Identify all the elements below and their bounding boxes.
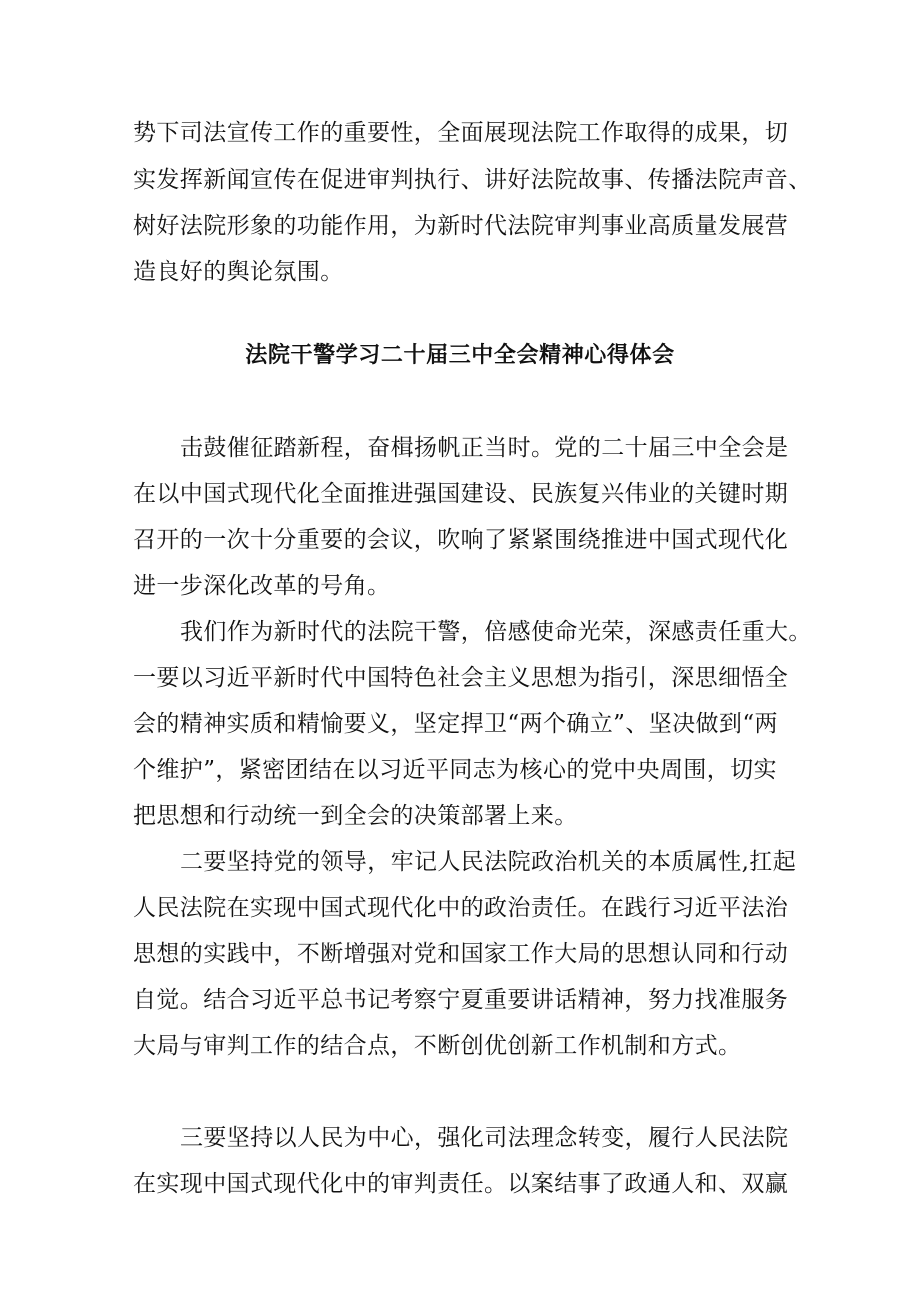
paragraph-line: 自觉。结合习近平总书记考察宁夏重要讲话精神，努力找准服务 [133,987,789,1013]
paragraph-line: 三要坚持以人民为中心，强化司法理念转变，履行人民法院 [180,1125,789,1151]
paragraph-line: 一要以习近平新时代中国特色社会主义思想为指引，深思细悟全 [133,665,789,691]
paragraph-line: 大局与审判工作的结合点，不断创优创新工作机制和方式。 [133,1033,742,1059]
paragraph-line: 击鼓催征踏新程，奋楫扬帆正当时。党的二十届三中全会是 [180,435,789,461]
paragraph-line: 个维护”，紧密团结在以习近平同志为核心的党中央周围，切实 [133,757,777,783]
intro-line: 树好法院形象的功能作用，为新时代法院审判事业高质量发展营 [133,213,789,239]
intro-line: 实发挥新闻宣传在促进审判执行、讲好法院故事、传播法院声音、 [133,167,812,193]
intro-line: 造良好的舆论氛围。 [133,259,344,285]
paragraph-line: 会的精神实质和精愉要义，坚定捍卫“两个确立”、坚决做到“两 [133,711,778,737]
paragraph-line: 在以中国式现代化全面推进强国建设、民族复兴伟业的关键时期 [133,481,789,507]
intro-line: 势下司法宣传工作的重要性，全面展现法院工作取得的成果，切 [133,120,789,146]
paragraph-line: 召开的一次十分重要的会议，吹响了紧紧围绕推进中国式现代化 [133,527,789,553]
paragraph-line: 人民法院在实现中国式现代化中的政治责任。在践行习近平法治 [133,895,789,921]
paragraph-line: 把思想和行动统一到全会的决策部署上来。 [133,803,578,829]
paragraph-line: 在实现中国式现代化中的审判责任。以案结事了政通人和、双赢 [133,1171,789,1197]
paragraph-line: 二要坚持党的领导，牢记人民法院政治机关的本质属性,扛起 [180,849,797,875]
paragraph-line: 进一步深化改革的号角。 [133,573,391,599]
paragraph-line: 思想的实践中，不断增强对党和国家工作大局的思想认同和行动 [133,941,789,967]
article-title: 法院干警学习二十届三中全会精神心得体会 [245,343,675,368]
paragraph-line: 我们作为新时代的法院干警，倍感使命光荣，深感责任重大。 [180,619,812,645]
